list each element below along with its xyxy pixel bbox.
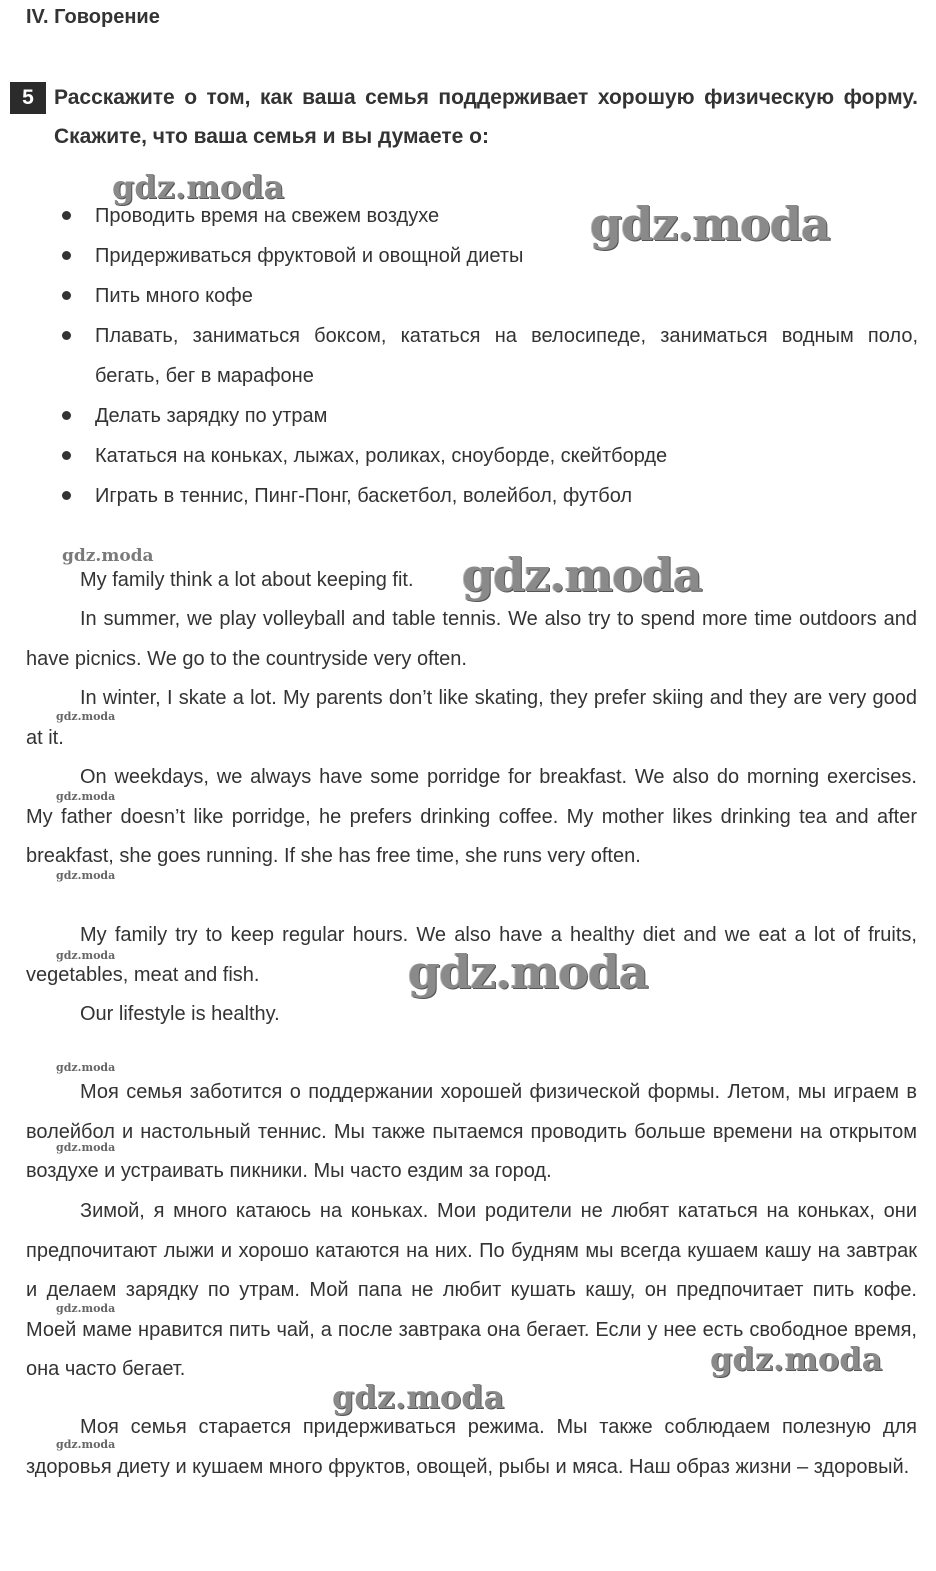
russian-paragraph: Моя семья старается придерживаться режима. Мы также соблюдаем полезную для здоровья диету и кушаем много фруктов, овощей, рыбы и мяса. Наш образ жизни – здоровый.	[26, 1416, 917, 1478]
watermark: gdz.moda	[56, 949, 116, 962]
watermark: gdz.moda	[56, 1302, 116, 1315]
watermark: gdz.moda	[56, 1141, 116, 1154]
list-item: Пить много кофе	[0, 276, 936, 316]
watermark: gdz.moda	[710, 1340, 883, 1378]
watermark: gdz.moda	[408, 945, 648, 999]
watermark: gdz.moda	[56, 710, 116, 723]
bullet-icon	[62, 291, 71, 300]
english-paragraph: In summer, we play volleyball and table tennis. We also try to spend more time outdoors and have picnics. We go to the countryside very often.	[26, 608, 917, 670]
english-paragraph: In winter, I skate a lot. My parents don’t like skating, they prefer skiing and they are very good at it.	[26, 687, 917, 749]
watermark: gdz.moda	[112, 168, 285, 206]
task-instruction: Расскажите о том, как ваша семья поддерживает хорошую физическую форму. Скажите, что ваша семья и вы думаете о:	[54, 86, 918, 148]
bullet-icon	[62, 331, 71, 340]
watermark: gdz.moda	[56, 1061, 116, 1074]
english-paragraph: On weekdays, we always have some porridge for breakfast. We also do morning exercises. My father doesn’t like porridge, he prefers drinking coffee. My mother likes drinking tea and after breakfast, she goes running. If she has free time, she runs very often.	[26, 766, 917, 867]
watermark: gdz.moda	[56, 869, 116, 882]
russian-paragraph: Моя семья заботится о поддержании хорошей физической формы. Летом, мы играем в волейбол и настольный теннис. Мы также пытаемся проводить больше времени на открытом воздухе и устраивать пикники. Мы часто ездим за город.	[26, 1081, 917, 1182]
bullet-icon	[62, 211, 71, 220]
english-paragraph: My family try to keep regular hours. We also have a healthy diet and we eat a lot of fruits, vegetables, meat and fish.	[26, 924, 917, 986]
list-item: Играть в теннис, Пинг-Понг, баскетбол, волейбол, футбол	[0, 476, 936, 516]
list-item: Кататься на коньках, лыжах, роликах, сноуборде, скейтборде	[0, 436, 936, 476]
bullet-icon	[62, 451, 71, 460]
bullet-icon	[62, 411, 71, 420]
watermark: gdz.moda	[62, 546, 154, 566]
english-paragraph: My family think a lot about keeping fit.	[80, 569, 414, 591]
list-item: Плавать, заниматься боксом, кататься на велосипеде, заниматься водным поло, бегать, бег в марафоне	[0, 316, 936, 396]
bullet-icon	[62, 491, 71, 500]
watermark: gdz.moda	[462, 548, 702, 602]
watermark: gdz.moda	[56, 790, 116, 803]
task-number-badge: 5	[10, 82, 46, 114]
list-item: Придерживаться фруктовой и овощной диеты	[0, 236, 936, 276]
watermark: gdz.moda	[56, 1438, 116, 1451]
section-title: IV. Говорение	[26, 6, 160, 28]
english-paragraph: Our lifestyle is healthy.	[80, 1003, 280, 1025]
watermark: gdz.moda	[590, 197, 830, 251]
russian-paragraph: Зимой, я много катаюсь на коньках. Мои родители не любят кататься на коньках, они предпочитают лыжи и хорошо катаются на них. По будням мы всегда кушаем кашу на завтрак и делаем зарядку по утрам. Мой папа не любит кушать кашу, он предпочитает пить кофе. Моей маме нравится пить чай, а после завтрака она бегает. Если у нее есть свободное время, она часто бегает.	[26, 1200, 917, 1380]
list-item: Проводить время на свежем воздухе	[0, 196, 936, 236]
watermark: gdz.moda	[332, 1378, 505, 1416]
list-item: Делать зарядку по утрам	[0, 396, 936, 436]
bullet-icon	[62, 251, 71, 260]
